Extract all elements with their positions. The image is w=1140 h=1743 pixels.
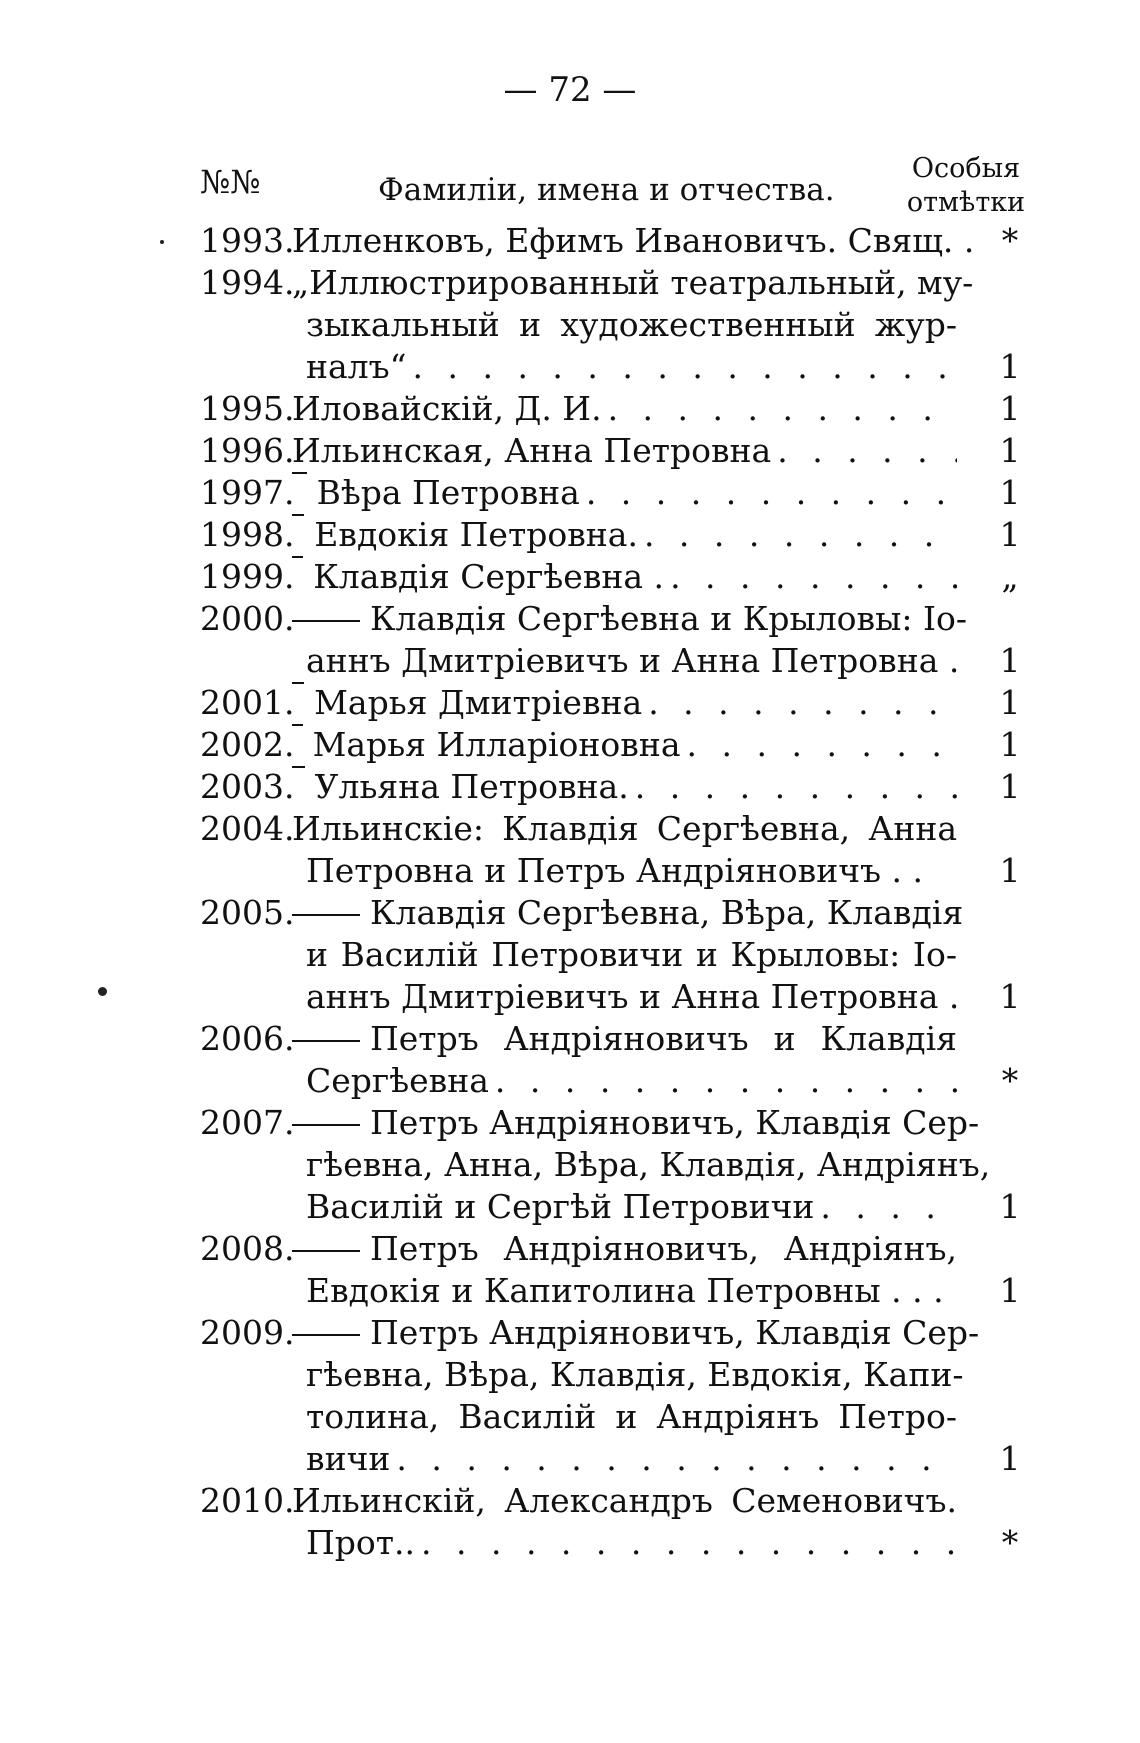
entry-text [292,472,957,514]
column-header-notes [906,152,1026,220]
ditto-dash [292,1124,360,1126]
entry-number: 2008. [200,1229,295,1268]
entry-mark: 1 [999,725,1021,764]
entry-text [306,850,957,892]
entry-text-content: Петръ Андріяновичъ и Клавдія [370,1019,957,1058]
entry-text-content: Петръ Андріяновичъ, Клавдія Сер- [370,1103,980,1142]
ditto-dash [292,472,307,514]
entry-text [306,346,957,388]
entry-line [0,1480,1140,1522]
entry-mark: 1 [999,767,1021,806]
entry-line [0,724,1140,766]
entry-mark: 1 [999,347,1021,386]
entry-line [0,1438,1140,1480]
column-header-notes-line1: Особыя [911,153,1021,184]
entry-number: 2002. [200,725,295,764]
entry-line [0,1522,1140,1564]
entry-line [0,850,1140,892]
register-entry [0,220,1140,262]
column-header-number: №№ [200,163,261,201]
entry-mark: * [1001,1523,1019,1562]
entry-text [292,1312,980,1354]
register-entry [0,262,1140,388]
column-header-notes-line2: отмѣтки [906,187,1026,218]
entry-mark: 1 [999,1187,1021,1226]
entry-text-content: аннъ Дмитріевичъ и Анна Петровна . [306,977,960,1016]
entry-line [0,556,1140,598]
dot-leader [664,556,957,598]
entry-line [0,1018,1140,1060]
dot-leader [642,682,957,724]
entry-line [0,934,1140,976]
entry-text-content: Петръ Андріяновичъ, Андріянъ, [370,1229,957,1268]
dot-leader [407,346,958,388]
dot-leader [629,766,957,808]
entry-number: 1998. [200,515,295,554]
register-entry [0,1102,1140,1228]
register-entry [0,514,1140,556]
dot-leader [681,724,957,766]
register-entry [0,892,1140,1018]
entry-number: 2004. [200,809,295,848]
entry-text-content: налъ“ [306,347,407,386]
entry-text-content: Сергѣевна [306,1061,489,1100]
dot-leader [415,1522,957,1564]
entry-mark: 1 [999,515,1021,554]
entry-line [0,262,1140,304]
entry-text [292,682,957,724]
entry-line [0,1060,1140,1102]
entry-line [0,1396,1140,1438]
entry-number: 2007. [200,1103,295,1142]
entry-line [0,1270,1140,1312]
entry-text [292,388,957,430]
entry-mark: * [1001,221,1019,260]
entry-text-content: Василій и Сергѣй Петровичи [306,1187,815,1226]
register-entry [0,556,1140,598]
entry-mark: 1 [999,1439,1021,1478]
entry-text-content: Ульяна Петровна. [314,767,629,806]
entry-text-content: Евдокія Петровна. [314,515,638,554]
entry-text-content: Марья Илларіоновна [312,725,681,764]
entry-mark: 1 [999,431,1021,470]
entry-text [306,1144,991,1186]
entry-mark: „ [1001,557,1019,596]
entry-text [292,262,974,304]
dot-leader [489,1060,957,1102]
dot-leader [580,472,957,514]
entry-line [0,808,1140,850]
entry-text [306,1522,957,1564]
entry-mark: * [1001,1061,1019,1100]
entry-number: 1997. [200,473,295,512]
ink-speck [160,240,164,244]
ditto-dash [292,514,304,556]
entry-text [292,1228,957,1270]
entry-text [292,556,957,598]
entry-line [0,514,1140,556]
column-header-names: Фамиліи, имена и отчества. [378,172,835,208]
entry-text-content: гѣевна, Вѣра, Клавдія, Евдокія, Капи- [306,1355,964,1394]
register-entry [0,598,1140,682]
dot-leader [602,388,957,430]
register-entries [0,220,1140,1564]
entry-line [0,598,1140,640]
entry-text [292,220,975,262]
dot-leader [771,430,957,472]
entry-text [292,1480,957,1522]
register-entry [0,472,1140,514]
entry-mark: 1 [999,473,1021,512]
entry-text-content: аннъ Дмитріевичъ и Анна Петровна . [306,641,960,680]
entry-mark: 1 [999,851,1021,890]
entry-line [0,1228,1140,1270]
ditto-dash [292,1334,360,1336]
entry-number: 2006. [200,1019,295,1058]
entry-mark: 1 [999,683,1021,722]
entry-text-content: Иловайскій, Д. И. [292,389,602,428]
entry-text [306,1396,957,1438]
entry-text-content: Марья Дмитріевна [314,683,643,722]
ditto-dash [292,724,303,766]
entry-number: 2000. [200,599,295,638]
entry-text [292,1018,957,1060]
ditto-dash [292,914,360,916]
entry-text [306,1060,957,1102]
entry-number: 1994. [200,263,295,302]
entry-text-content: Клавдія Сергѣевна и Крыловы: Іо- [370,599,968,638]
entry-line [0,1186,1140,1228]
entry-text-content: вичи [306,1439,391,1478]
entry-line [0,682,1140,724]
entry-line [0,1312,1140,1354]
entry-line [0,976,1140,1018]
entry-number: 1995. [200,389,295,428]
entry-line [0,220,1140,262]
entry-text [306,934,957,976]
entry-text [306,304,957,346]
entry-mark: 1 [999,641,1021,680]
entry-text [306,640,960,682]
entry-mark: 1 [999,977,1021,1016]
entry-line [0,640,1140,682]
register-entry [0,724,1140,766]
register-entry [0,1480,1140,1564]
register-entry [0,682,1140,724]
entry-number: 1993. [200,221,295,260]
ditto-dash [292,556,303,598]
entry-number: 2003. [200,767,295,806]
entry-line [0,1102,1140,1144]
entry-line [0,304,1140,346]
entry-number: 1999. [200,557,295,596]
entry-number: 2010. [200,1481,295,1520]
entry-text-content: Ильинскій, Александръ Семеновичъ. [292,1481,957,1520]
entry-text-content: „Иллюстрированный театральный, му- [292,263,974,302]
entry-text-content: Илленковъ, Ефимъ Ивановичъ. Свящ. . [292,221,975,260]
entry-text [292,766,957,808]
entry-line [0,892,1140,934]
entry-line [0,1354,1140,1396]
page-number: — 72 — [503,70,637,110]
entry-line [0,388,1140,430]
entry-text-content: толина, Василій и Андріянъ Петро- [306,1397,957,1436]
entry-text-content: Клавдія Сергѣевна, Вѣра, Клавдія [370,893,964,932]
register-entry [0,1228,1140,1312]
entry-text [292,892,964,934]
entry-line [0,1144,1140,1186]
entry-text [292,724,957,766]
entry-line [0,766,1140,808]
register-entry [0,766,1140,808]
entry-line [0,430,1140,472]
entry-text-content: Вѣра Петровна [316,473,580,512]
entry-text-content: Евдокія и Капитолина Петровны . . . [306,1271,944,1310]
entry-text-content: зыкальный и художественный жур- [306,305,957,344]
ditto-dash [292,1040,360,1042]
entry-text-content: Ильинскіе: Клавдія Сергѣевна, Анна [292,809,957,848]
entry-number: 2001. [200,683,295,722]
register-entry [0,388,1140,430]
entry-line [0,346,1140,388]
entry-line [0,472,1140,514]
entry-number: 2005. [200,893,295,932]
entry-mark: 1 [999,389,1021,428]
entry-number: 2009. [200,1313,295,1352]
dot-leader [638,514,957,556]
ditto-dash [292,1250,360,1252]
ditto-dash [292,682,304,724]
entry-text [292,1102,980,1144]
register-entry [0,1312,1140,1480]
dot-leader [390,1438,957,1480]
entry-mark: 1 [999,1271,1021,1310]
dot-leader [814,1186,957,1228]
entry-text [292,598,968,640]
entry-text [306,1354,964,1396]
entry-text-content: Прот.. [306,1523,416,1562]
register-entry [0,1018,1140,1102]
ditto-dash [292,766,305,808]
entry-text [292,808,957,850]
entry-text [306,976,960,1018]
entry-text [306,1438,957,1480]
ink-speck [98,987,107,996]
ditto-dash [292,620,360,622]
entry-text [292,514,957,556]
entry-text-content: Клавдія Сергѣевна . [313,557,665,596]
entry-number: 1996. [200,431,295,470]
entry-text-content: Петръ Андріяновичъ, Клавдія Сер- [370,1313,980,1352]
entry-text-content: Петровна и Петръ Андріяновичъ . . [306,851,923,890]
register-entry [0,430,1140,472]
register-entry [0,808,1140,892]
entry-text [306,1270,957,1312]
entry-text-content: и Василій Петровичи и Крыловы: Іо- [306,935,957,974]
entry-text-content: Ильинская, Анна Петровна [292,431,772,470]
entry-text [306,1186,957,1228]
entry-text-content: гѣевна, Анна, Вѣра, Клавдія, Андріянъ, [306,1145,991,1184]
entry-text [292,430,957,472]
